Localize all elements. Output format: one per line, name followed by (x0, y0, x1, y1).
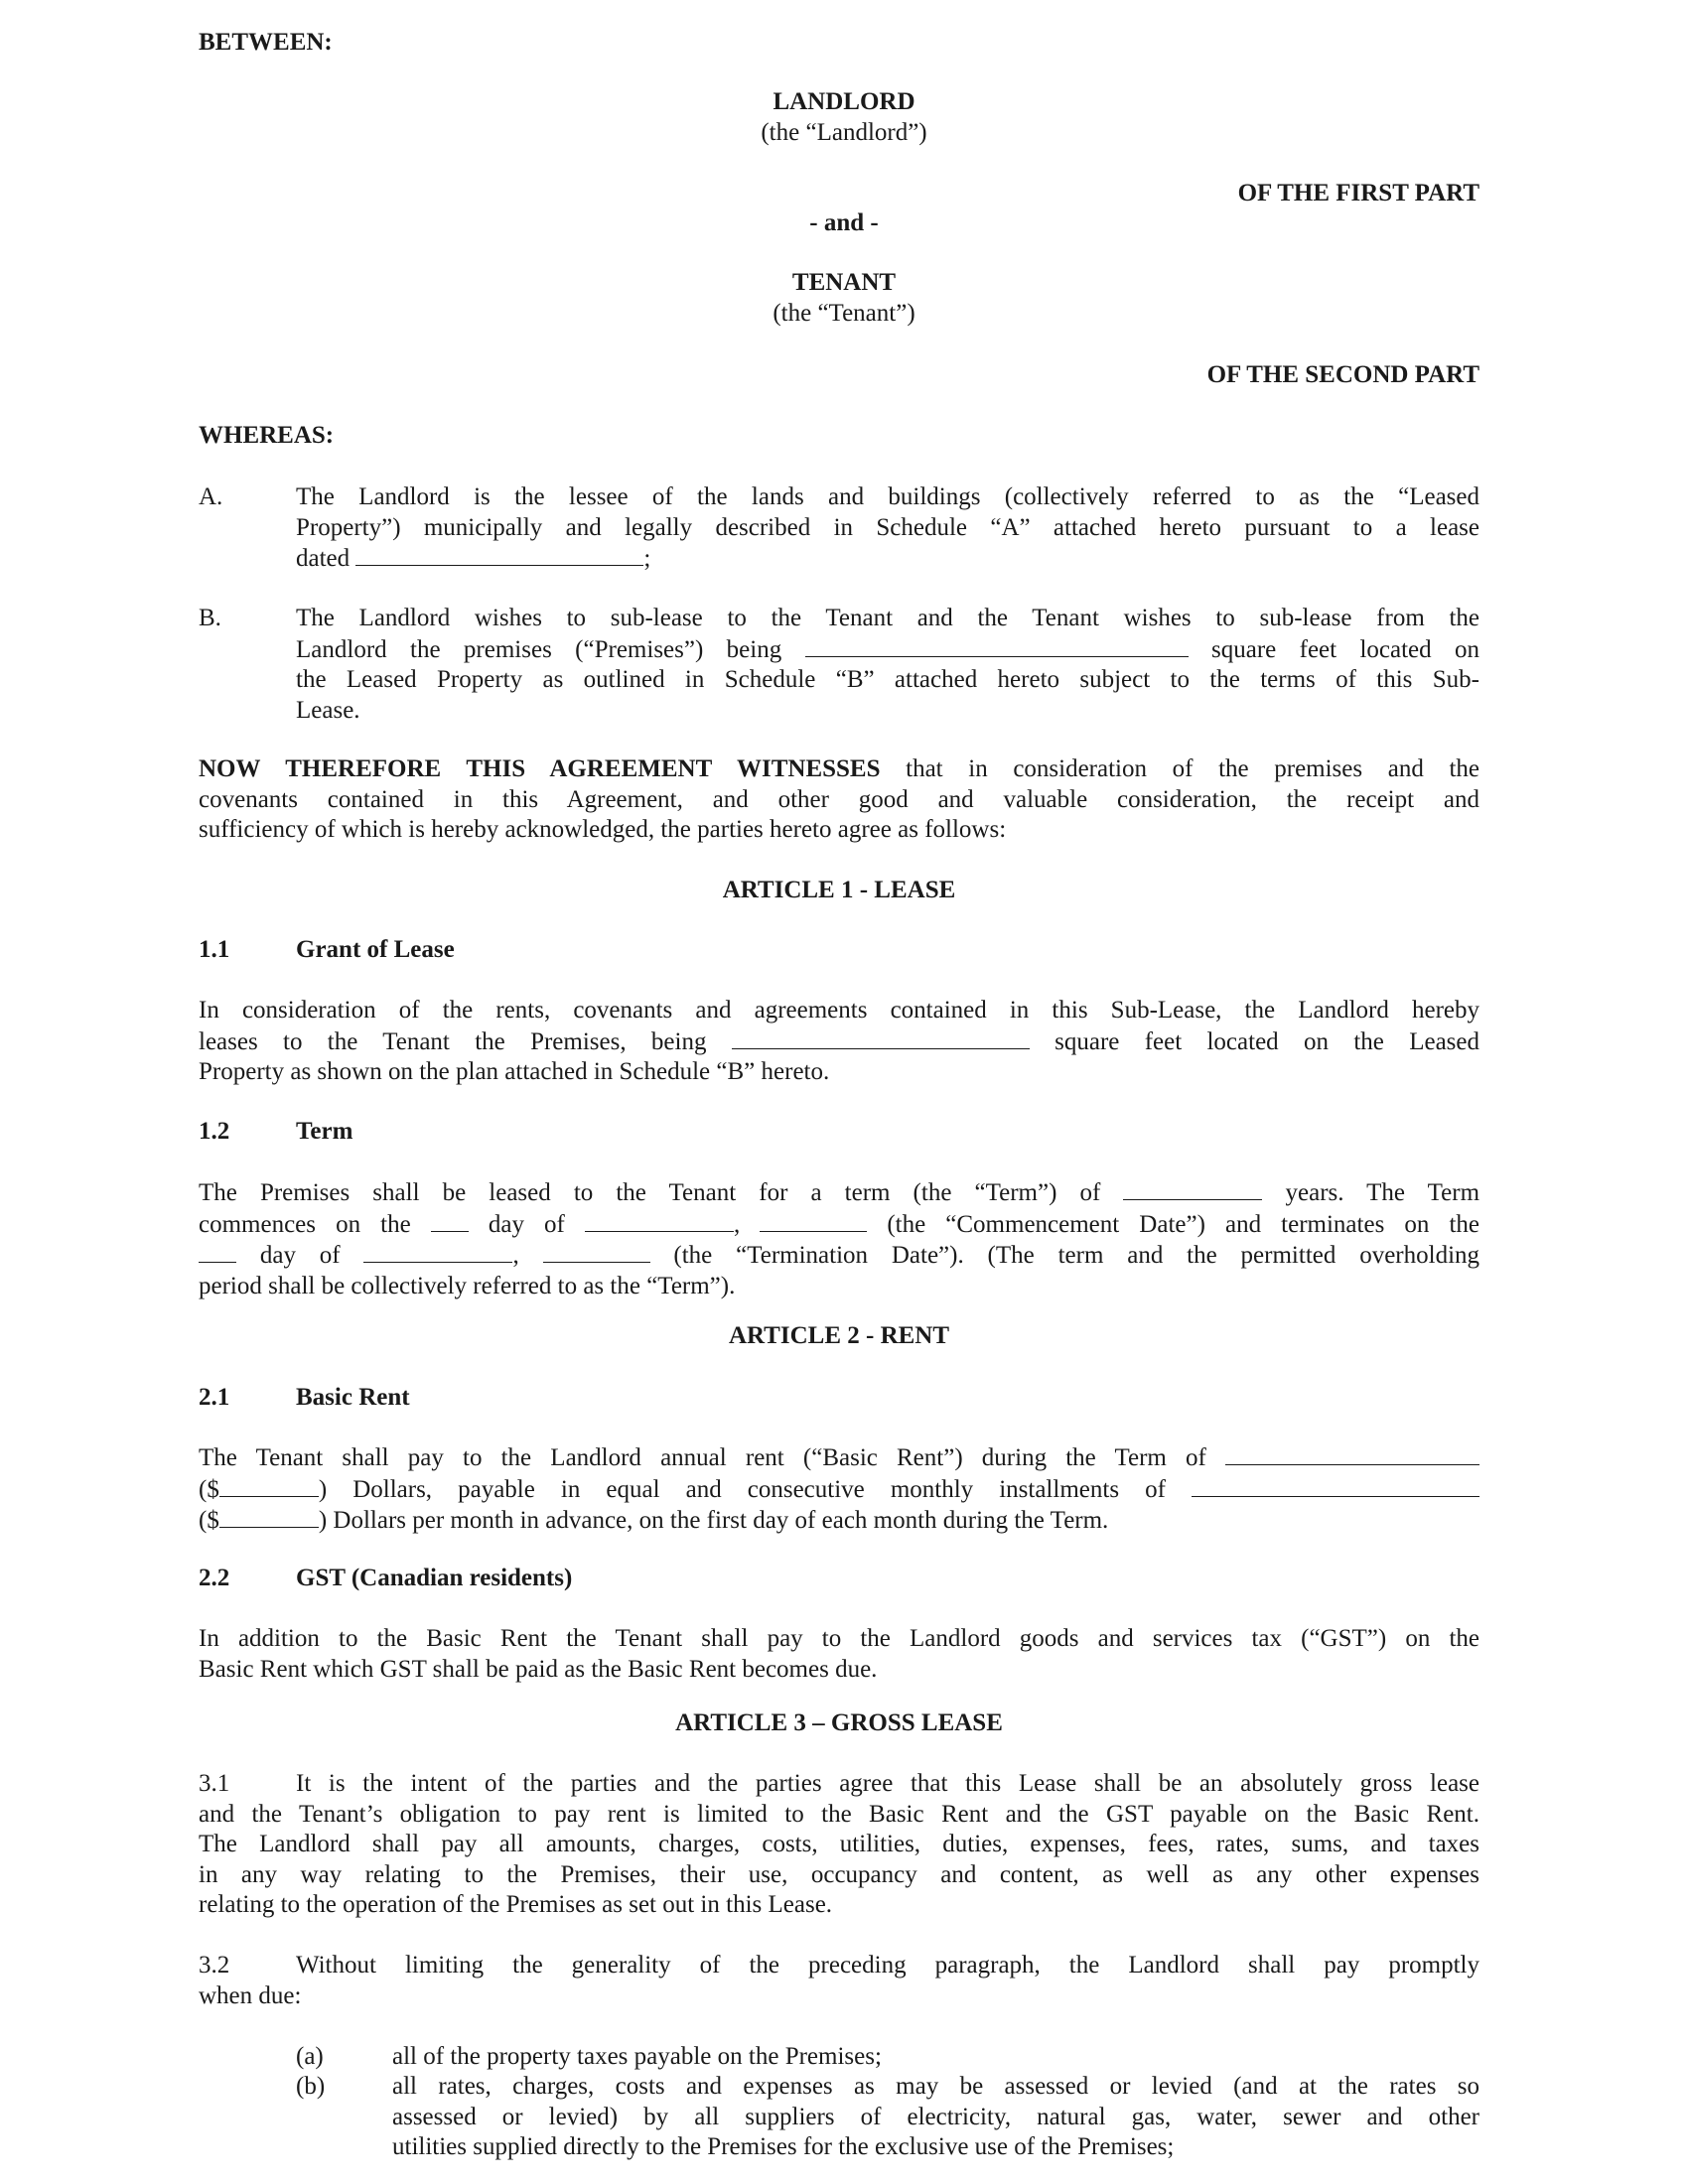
recital-a-line: The Landlord is the lessee of the lands and buildings (collectively referred to as the “Leased (296, 483, 1479, 510)
recital-b-label: B. (199, 605, 221, 631)
section-1-1-text: leases to the Tenant the Premises, being (199, 1027, 707, 1055)
commencement-day-blank (431, 1209, 469, 1232)
section-2-2-line: In addition to the Basic Rent the Tenant shall pay to the Landlord goods and services tax (“GST”) on the (199, 1625, 1479, 1652)
commencement-year-blank (760, 1209, 867, 1232)
monthly-rent-amount-blank (219, 1505, 319, 1528)
section-1-2-number: 1.2 (199, 1118, 230, 1145)
recital-b-line: the Leased Property as outlined in Schedule “B” attached hereto subject to the terms of this Sub- (296, 666, 1479, 693)
article-2-title: ARTICLE 2 - RENT (728, 1322, 950, 1349)
and-separator: - and - (809, 209, 879, 236)
section-1-2-heading: Term (296, 1118, 353, 1145)
now-therefore-line (199, 754, 1479, 785)
section-2-1-text: ) Dollars, payable in equal and consecutive monthly installments of (318, 1475, 1166, 1503)
recital-a-label: A. (199, 483, 223, 510)
recital-a-text: ; (643, 545, 651, 572)
now-therefore-text: that in consideration of the premises and the (880, 755, 1479, 782)
landlord-name: LANDLORD (773, 88, 915, 115)
section-2-1-text: ) Dollars per month in advance, on the first day of each month during the Term. (318, 1507, 1109, 1534)
section-1-1-line: In consideration of the rents, covenants and agreements contained in this Sub-Lease, the Landlord hereby (199, 997, 1479, 1024)
paragraph-3-1-line: It is the intent of the parties and the parties agree that this Lease shall be an absolutely gross lease (296, 1770, 1479, 1797)
section-1-2-text: day of (488, 1210, 565, 1238)
paragraph-3-2-line: Without limiting the generality of the preceding paragraph, the Landlord shall pay promptly (296, 1952, 1479, 1979)
section-1-1-body (199, 996, 1479, 1088)
item-b-line: assessed or levied) by all suppliers of electricity, natural gas, water, sewer and other (392, 2103, 1479, 2130)
section-1-2-body (199, 1177, 1479, 1301)
paragraph-3-1-line: relating to the operation of the Premises as set out in this Lease. (199, 1891, 833, 1918)
tenant-part: OF THE SECOND PART (1206, 361, 1479, 388)
section-1-2-text: (the “Commencement Date”) and terminates on the (887, 1210, 1479, 1238)
section-1-2-text: years. The Term (1285, 1179, 1480, 1206)
recital-a-text: dated (296, 545, 351, 572)
recital-b-line (296, 634, 1479, 666)
tenant-alias: (the “Tenant”) (773, 300, 915, 327)
section-1-2-line (199, 1240, 1479, 1272)
paragraph-3-1-line: in any way relating to the Premises, their use, occupancy and content, as well as any other expenses (199, 1860, 1479, 1888)
section-1-2-line (199, 1209, 1479, 1241)
commencement-month-blank (585, 1209, 734, 1232)
recital-a-line (296, 543, 1479, 575)
section-1-1-line: Property as shown on the plan attached in Schedule “B” hereto. (199, 1058, 830, 1085)
annual-rent-amount-blank (219, 1474, 319, 1497)
recital-b-line: The Landlord wishes to sub-lease to the Tenant and the Tenant wishes to sub-lease from the (296, 605, 1479, 631)
recital-a (296, 482, 1479, 575)
annual-rent-words-blank (1225, 1442, 1479, 1465)
article-1-title: ARTICLE 1 - LEASE (722, 877, 956, 903)
lease-date-blank (355, 543, 643, 566)
item-b (392, 2072, 1479, 2163)
now-therefore-bold: NOW THEREFORE THIS AGREEMENT WITNESSES (199, 755, 881, 782)
article-3-title: ARTICLE 3 – GROSS LEASE (675, 1709, 1003, 1736)
recital-b-line: Lease. (296, 696, 360, 724)
tenant-name: TENANT (791, 269, 897, 296)
section-2-2-body (199, 1624, 1479, 1685)
square-feet-blank (732, 1026, 1030, 1049)
section-1-1-line (199, 1026, 1479, 1058)
item-a-label: (a) (296, 2043, 324, 2070)
paragraph-3-1-line: The Landlord shall pay all amounts, charges, costs, utilities, duties, expenses, fees, rates, sums, and taxes (199, 1831, 1479, 1857)
termination-month-blank (363, 1240, 512, 1263)
recital-b (296, 604, 1479, 726)
paragraph-3-2-number: 3.2 (199, 1952, 230, 1979)
section-2-1-body (199, 1442, 1479, 1537)
section-2-1-text: ($ (199, 1507, 219, 1534)
section-1-1-heading: Grant of Lease (296, 936, 455, 963)
between-label: BETWEEN: (199, 29, 333, 56)
section-1-2-line (199, 1177, 1479, 1209)
section-2-1-heading: Basic Rent (296, 1384, 410, 1411)
item-b-line: utilities supplied directly to the Premises for the exclusive use of the Premises; (392, 2133, 1175, 2160)
section-2-2-line: Basic Rent which GST shall be paid as the Basic Rent becomes due. (199, 1655, 878, 1683)
section-1-1-text: square feet located on the Leased (1055, 1027, 1479, 1055)
item-b-line: all rates, charges, costs and expenses as may be assessed or levied (and at the rates so (392, 2073, 1479, 2100)
square-feet-blank (805, 634, 1189, 657)
section-1-2-text: day of (259, 1242, 341, 1269)
section-2-2-number: 2.2 (199, 1565, 230, 1591)
paragraph-3-2 (199, 1951, 1479, 2011)
landlord-part: OF THE FIRST PART (1237, 180, 1479, 206)
section-2-1-text: The Tenant shall pay to the Landlord annual rent (“Basic Rent”) during the Term of (199, 1444, 1206, 1471)
paragraph-3-1 (199, 1769, 1479, 1921)
section-1-2-text: commences on the (199, 1210, 411, 1238)
whereas-label: WHEREAS: (199, 422, 335, 449)
section-1-2-text: , (733, 1210, 741, 1238)
section-1-2-text: , (512, 1242, 519, 1269)
item-b-label: (b) (296, 2073, 326, 2100)
section-2-2-heading: GST (Canadian residents) (296, 1565, 573, 1591)
section-1-2-text: The Premises shall be leased to the Tenant for a term (the “Term”) of (199, 1179, 1101, 1206)
monthly-rent-words-blank (1192, 1474, 1479, 1497)
recital-b-text: square feet located on (1211, 635, 1480, 663)
term-years-blank (1123, 1177, 1262, 1200)
section-1-1-number: 1.1 (199, 936, 230, 963)
section-2-1-number: 2.1 (199, 1384, 230, 1411)
recital-b-text: Landlord the premises (“Premises”) being (296, 635, 782, 663)
paragraph-3-1-line: and the Tenant’s obligation to pay rent is limited to the Basic Rent and the GST payable on the Basic Rent. (199, 1800, 1479, 1828)
section-2-1-line (199, 1505, 1479, 1537)
section-1-2-text: (the “Termination Date”). (The term and the permitted overholding (673, 1242, 1480, 1269)
now-therefore-line: sufficiency of which is hereby acknowledged, the parties hereto agree as follows: (199, 816, 1007, 843)
section-2-1-text: ($ (199, 1475, 219, 1503)
section-1-2-line: period shall be collectively referred to as the “Term”). (199, 1272, 736, 1299)
recital-a-line: Property”) municipally and legally described in Schedule “A” attached hereto pursuant to a lease (296, 513, 1479, 541)
paragraph-3-2-line: when due: (199, 1981, 302, 2009)
now-therefore-line: covenants contained in this Agreement, and other good and valuable consideration, the receipt and (199, 785, 1479, 813)
termination-year-blank (543, 1240, 650, 1263)
section-2-1-line (199, 1474, 1479, 1506)
now-therefore-paragraph (199, 754, 1479, 846)
section-2-1-line (199, 1442, 1479, 1474)
item-a-text: all of the property taxes payable on the Premises; (392, 2043, 882, 2070)
termination-day-blank (199, 1240, 236, 1263)
paragraph-3-1-number: 3.1 (199, 1770, 230, 1797)
landlord-alias: (the “Landlord”) (761, 119, 927, 146)
